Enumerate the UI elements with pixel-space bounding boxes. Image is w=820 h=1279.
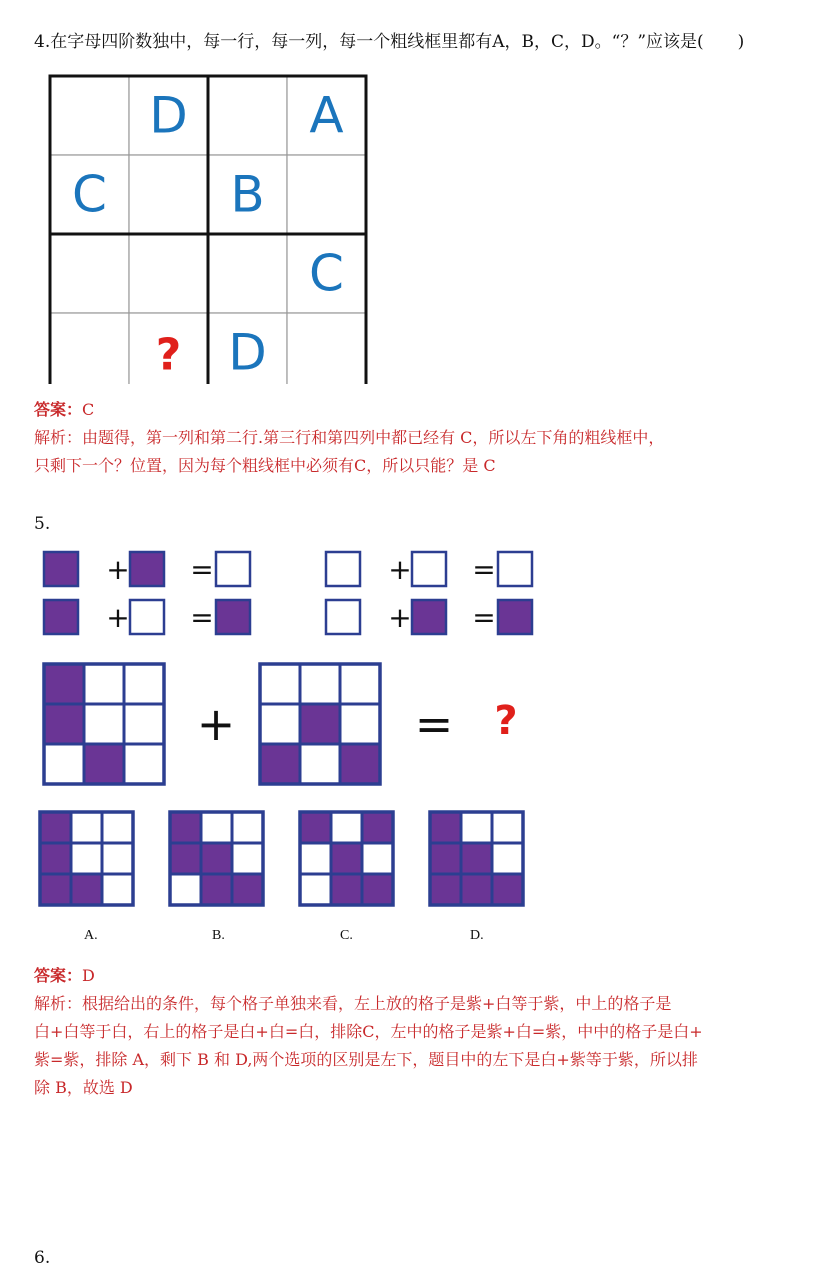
grid-cell xyxy=(170,812,201,843)
grid-cell xyxy=(40,812,71,843)
rule-operator: = xyxy=(190,553,214,586)
q4-explanation xyxy=(34,424,664,480)
grid-cell xyxy=(340,704,380,744)
grid-cell xyxy=(492,843,523,874)
rule-square xyxy=(216,552,250,586)
grid-cell xyxy=(300,812,331,843)
q5-explanation-line: 解析：根据给出的条件，每个格子单独来看，左上放的格子是紫+白等于紫，中上的格子是 xyxy=(34,994,672,1013)
grid-cell xyxy=(102,874,133,905)
grid-cell xyxy=(201,843,232,874)
rule-square xyxy=(130,552,164,586)
grid-cell xyxy=(40,843,71,874)
rule-operator: = xyxy=(472,601,496,634)
grid-cell xyxy=(260,664,300,704)
q4-answer-value: C xyxy=(82,400,95,419)
grid-cell xyxy=(124,744,164,784)
rule-square xyxy=(498,552,532,586)
grid-cell xyxy=(461,812,492,843)
grid-cell xyxy=(260,744,300,784)
sudoku-letter: D xyxy=(149,86,188,145)
rule-operator: + xyxy=(106,553,130,586)
grid-cell xyxy=(300,874,331,905)
q5-option-c-label: C. xyxy=(340,928,353,943)
grid-cell xyxy=(201,874,232,905)
equation-equals: = xyxy=(414,697,454,751)
option-grid-d xyxy=(430,812,523,905)
q4-explanation-line: 只剩下一个？位置，因为每个粗线框中必须有C，所以只能？是 C xyxy=(34,456,496,475)
sudoku-cell xyxy=(50,313,129,384)
grid-cell xyxy=(461,874,492,905)
sudoku-letter: A xyxy=(309,86,344,145)
rule-square xyxy=(326,552,360,586)
question-mark: ? xyxy=(155,329,182,381)
grid-cell xyxy=(331,843,362,874)
grid-cell xyxy=(340,744,380,784)
rule-operator: = xyxy=(472,553,496,586)
sudoku-cell xyxy=(50,234,129,313)
equation-left-grid xyxy=(44,664,164,784)
sudoku-cell xyxy=(287,155,366,234)
sudoku-letter: C xyxy=(309,244,344,303)
grid-cell xyxy=(170,843,201,874)
grid-cell xyxy=(430,874,461,905)
grid-cell xyxy=(44,664,84,704)
grid-cell xyxy=(430,812,461,843)
grid-cell xyxy=(44,704,84,744)
equation-question-mark: ? xyxy=(494,698,518,744)
grid-cell xyxy=(340,664,380,704)
grid-cell xyxy=(71,812,102,843)
sudoku-letter: C xyxy=(72,165,107,224)
grid-cell xyxy=(84,744,124,784)
q4-answer xyxy=(34,396,94,424)
q5-answer xyxy=(34,962,95,990)
grid-cell xyxy=(260,704,300,744)
sudoku-cell xyxy=(208,234,287,313)
grid-cell xyxy=(102,843,133,874)
grid-cell xyxy=(300,744,340,784)
grid-cell xyxy=(300,704,340,744)
equation-plus: + xyxy=(196,697,236,751)
sudoku-letter: B xyxy=(230,165,265,224)
grid-cell xyxy=(300,664,340,704)
rule-operator: + xyxy=(388,601,412,634)
q5-explanation-line: 除 B，故选 D xyxy=(34,1078,133,1097)
sudoku-cell xyxy=(50,76,129,155)
q5-explanation xyxy=(34,990,703,1102)
grid-cell xyxy=(492,874,523,905)
rule-square xyxy=(412,552,446,586)
q4-explanation-line: 解析：由题得，第一列和第二行.第三行和第四列中都已经有 C，所以左下角的粗线框中， xyxy=(34,428,665,447)
q5-option-d-label: D. xyxy=(470,928,484,943)
sudoku-cell xyxy=(129,155,208,234)
q5-answer-value: D xyxy=(82,966,95,985)
grid-cell xyxy=(40,874,71,905)
rule-square xyxy=(498,600,532,634)
grid-cell xyxy=(170,874,201,905)
equation-right-grid xyxy=(260,664,380,784)
sudoku-cell xyxy=(287,313,366,384)
grid-cell xyxy=(232,812,263,843)
grid-cell xyxy=(300,843,331,874)
option-grid-c xyxy=(300,812,393,905)
grid-cell xyxy=(362,812,393,843)
rule-square xyxy=(412,600,446,634)
q5-option-a-label: A. xyxy=(84,928,98,943)
grid-cell xyxy=(84,704,124,744)
q5-explanation-line: 紫=紫，排除 A，剩下 B 和 D,两个选项的区别是左下，题目中的左下是白+紫等于紫，所以排 xyxy=(34,1050,698,1069)
rule-operator: = xyxy=(190,601,214,634)
rule-operator: + xyxy=(106,601,130,634)
rule-square xyxy=(44,600,78,634)
sudoku-cell xyxy=(208,76,287,155)
grid-cell xyxy=(71,874,102,905)
sudoku-letter: D xyxy=(228,323,267,382)
grid-cell xyxy=(430,843,461,874)
q5-answer-label: 答案： xyxy=(34,966,83,985)
grid-cell xyxy=(331,812,362,843)
grid-cell xyxy=(44,744,84,784)
grid-cell xyxy=(461,843,492,874)
grid-cell xyxy=(362,843,393,874)
grid-cell xyxy=(232,874,263,905)
rule-square xyxy=(44,552,78,586)
grid-cell xyxy=(331,874,362,905)
q6-number: 6. xyxy=(34,1248,51,1268)
grid-cell xyxy=(71,843,102,874)
q4-stem: 4.在字母四阶数独中，每一行，每一列，每一个粗线框里都有A，B，C，D。“？”应该是( ) xyxy=(34,32,745,52)
grid-cell xyxy=(124,664,164,704)
q4-sudoku-grid xyxy=(48,72,370,384)
grid-cell xyxy=(201,812,232,843)
grid-cell xyxy=(492,812,523,843)
q5-number: 5. xyxy=(34,514,51,534)
grid-cell xyxy=(362,874,393,905)
rule-square xyxy=(130,600,164,634)
option-grid-b xyxy=(170,812,263,905)
q5-explanation-line: 白+白等于白，右上的格子是白+白=白，排除C，左中的格子是紫+白=紫，中中的格子是白+ xyxy=(34,1022,703,1041)
grid-cell xyxy=(84,664,124,704)
grid-cell xyxy=(124,704,164,744)
q4-answer-label: 答案： xyxy=(34,400,83,419)
q5-figure xyxy=(30,540,550,960)
rule-square xyxy=(326,600,360,634)
grid-cell xyxy=(232,843,263,874)
grid-cell xyxy=(102,812,133,843)
q5-option-b-label: B. xyxy=(212,928,225,943)
rule-operator: + xyxy=(388,553,412,586)
rule-square xyxy=(216,600,250,634)
sudoku-cell xyxy=(129,234,208,313)
option-grid-a xyxy=(40,812,133,905)
